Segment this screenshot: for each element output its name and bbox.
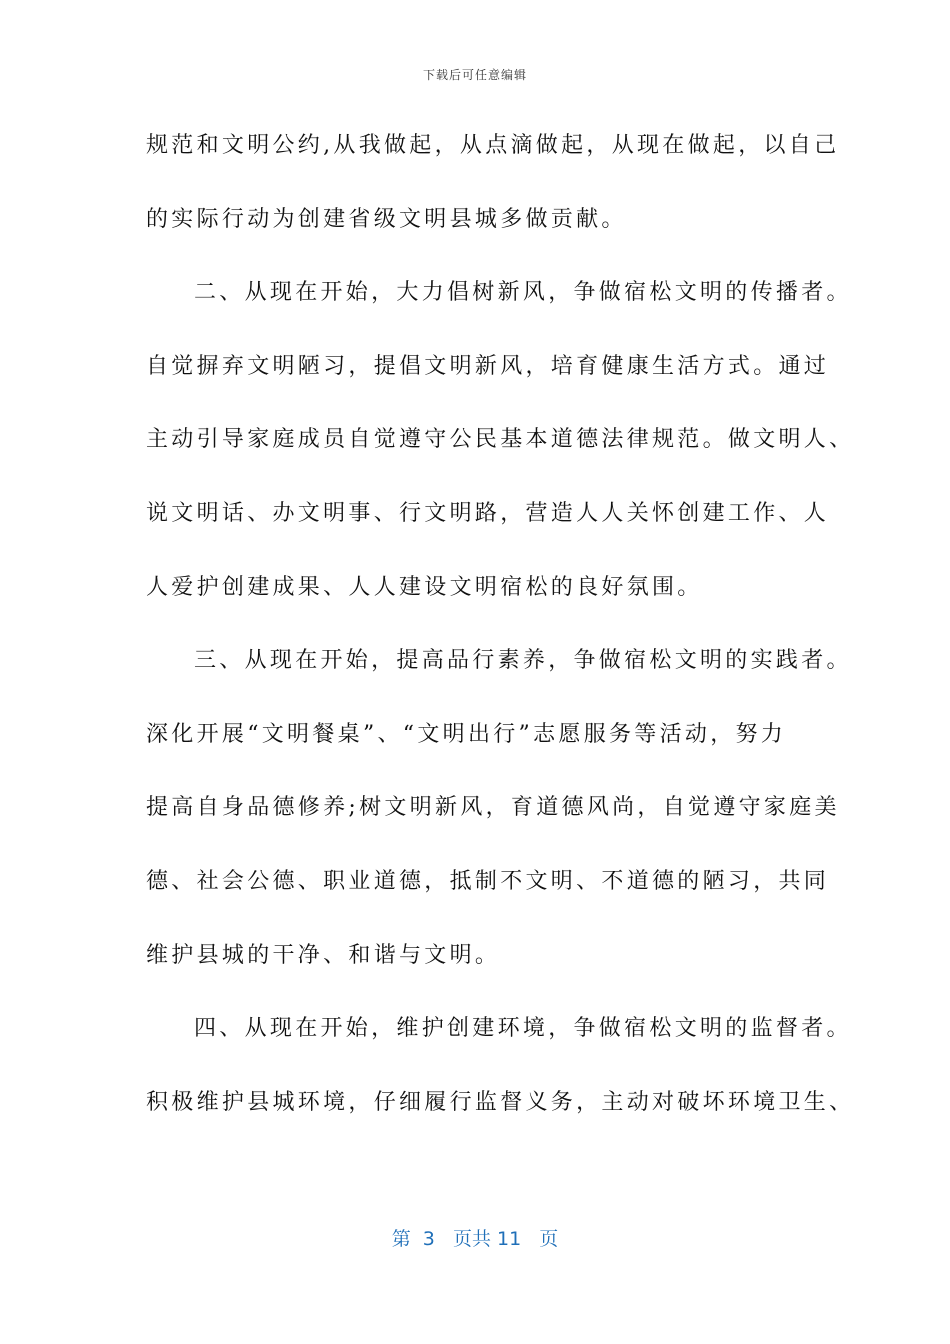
section-heading: 二、从现在开始，大力倡树新风，争做宿松文明的传播者。 — [194, 280, 852, 306]
text-line: 的实际行动为创建省级文明县城多做贡献。 — [146, 206, 627, 232]
text-line: 说文明话、办文明事、行文明路，营造人人关怀创建工作、人 — [146, 500, 830, 526]
text-line: 自觉摒弃文明陋习，提倡文明新风，培育健康生活方式。通过 — [146, 353, 830, 379]
section-heading: 三、从现在开始，提高品行素养，争做宿松文明的实践者。 — [194, 648, 852, 674]
text-line: 规范和文明公约,从我做起，从点滴做起，从现在做起，以自己 — [146, 133, 840, 158]
page-header: 下载后可任意编辑 — [422, 68, 527, 82]
text-line: 提高自身品德修养;树文明新风，育道德风尚，自觉遵守家庭美 — [146, 795, 840, 821]
text-line: 主动引导家庭成员自觉遵守公民基本道德法律规范。做文明人、 — [146, 427, 855, 453]
text-line: 深化开展“文明餐桌”、“文明出行”志愿服务等活动，努力 — [146, 721, 787, 747]
document-body — [146, 126, 855, 1156]
text-line: 德、社会公德、职业道德，抵制不文明、不道德的陋习，共同 — [146, 868, 830, 894]
text-line: 维护县城的干净、和谐与文明。 — [146, 942, 501, 968]
text-line: 积极维护县城环境，仔细履行监督义务，主动对破坏环境卫生、 — [146, 1089, 855, 1115]
text-line: 人爱护创建成果、人人建设文明宿松的良好氛围。 — [146, 574, 703, 600]
page-number-footer: 第 3 页共 11 页 — [391, 1228, 559, 1250]
section-heading: 四、从现在开始，维护创建环境，争做宿松文明的监督者。 — [194, 1016, 852, 1042]
